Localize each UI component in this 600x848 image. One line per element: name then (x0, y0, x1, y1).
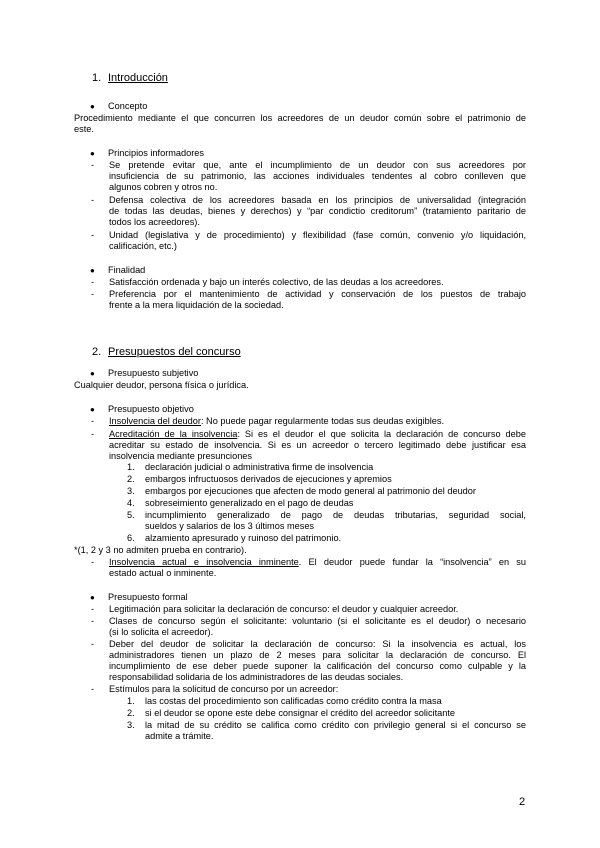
presuncion-number: 3. (127, 486, 135, 496)
bullet-icon: ● (90, 405, 95, 414)
principios-line: Unidad (legislativa y de procedimiento) y flexibilidad (fase común, convenio y/o liquidación, (109, 230, 526, 240)
presunciones-note: *(1, 2 y 3 no admiten prueba en contrario). (74, 545, 247, 555)
presuncion-text: sueldos y salarios de los 3 últimos meses (145, 521, 315, 531)
subjetivo-text: Cualquier deudor, persona física o jurídica. (74, 380, 249, 390)
presuncion-text: embargos infructuosos derivados de ejecuciones y apremios (145, 474, 392, 484)
formal-line: Deber del deudor de solicitar la declaración de concurso: Si la insolvencia es actual, los (109, 639, 526, 649)
dash-icon: - (91, 160, 95, 170)
formal-line: Legitimación para solicitar la declaración de concurso: el deudor y cualquier acreedor. (109, 604, 459, 614)
formal-line: responsabilidad solidaria de los administradores de las deudas sociales. (109, 672, 404, 682)
section-title: Introducción (108, 72, 168, 84)
objetivo-line: acreditar su estado de insolvencia. Si es un acreedor o tercero legitimado debe justificar esa (109, 440, 526, 450)
principios-line: insuficiencia de su patrimonio, las acciones individuales tendentes al cobro conlleven que (109, 171, 526, 181)
estimulo-text: si el deudor se opone este debe consignar el crédito del acreedor solicitante (145, 708, 456, 718)
principios-line: Defensa colectiva de los acreedores basada en los principios de universalidad (integración (109, 195, 526, 205)
bullet-icon: ● (90, 593, 95, 602)
principios-line: calificación, etc.) (109, 241, 177, 251)
presuncion-text: embargos por ejecuciones que afecten de modo general al patrimonio del deudor (145, 486, 476, 496)
bullet-icon: ● (90, 102, 95, 111)
dash-icon: - (91, 416, 95, 426)
estimulo-text: admite a trámite. (145, 731, 214, 741)
presuncion-number: 2. (127, 474, 135, 484)
subheading-formal: Presupuesto formal (108, 592, 188, 602)
presuncion-text: incumplimiento generalizado de pago de deudas tributarias, seguridad social, (145, 510, 526, 520)
principios-line: de todas las deudas, bienes y derechos) y “par condictio creditorum” (tratamiento paritario de (109, 206, 526, 216)
objetivo-item-1: Insolvencia del deudor: No puede pagar regularmente todas sus deudas exigibles. (109, 416, 445, 426)
dash-icon: - (91, 639, 95, 649)
finalidad-line: Satisfacción ordenada y bajo un interés colectivo, de las deudas a los acreedores. (109, 277, 444, 287)
objetivo-item-3: Insolvencia actual e insolvencia inminente. El deudor puede fundar la “insolvencia” en su (109, 557, 526, 567)
section-heading-introduccion: 1. Introducción (92, 72, 168, 84)
estimulo-number: 1. (127, 696, 135, 706)
subheading-concepto: Concepto (108, 101, 148, 111)
formal-line: (si lo solicita el acreedor). (109, 627, 214, 637)
estimulo-number: 2. (127, 708, 135, 718)
page-number: 2 (519, 796, 526, 808)
objetivo-item-2: Acreditación de la insolvencia: Si es el deudor el que solicita la declaración de concurso debe (109, 429, 526, 439)
bullet-icon: ● (90, 266, 95, 275)
finalidad-line: frente a la mera liquidación de la sociedad. (109, 300, 284, 310)
presuncion-number: 5. (127, 510, 135, 520)
objetivo-line: estado actual o inminente. (109, 568, 217, 578)
dash-icon: - (91, 604, 95, 614)
concepto-line: este. (74, 124, 94, 134)
finalidad-line: Preferencia por el mantenimiento de actividad y conservación de los puestos de trabajo (109, 289, 526, 299)
principios-line: Se pretende evitar que, ante el incumplimiento de un deudor con sus acreedores por (109, 160, 526, 170)
subheading-objetivo: Presupuesto objetivo (108, 404, 194, 414)
estimulo-text: las costas del procedimiento son calificadas como crédito contra la masa (145, 696, 442, 706)
bullet-icon: ● (90, 149, 95, 158)
subheading-finalidad: Finalidad (108, 265, 146, 275)
subheading-principios: Principios informadores (108, 148, 204, 158)
section-heading-presupuestos: 2. Presupuestos del concurso (92, 346, 241, 358)
concepto-line: Procedimiento mediante el que concurren los acreedores de un deudor común sobre el patrimonio de (74, 113, 526, 123)
presuncion-number: 1. (127, 462, 135, 472)
dash-icon: - (91, 289, 95, 299)
principios-line: todos los acreedores). (109, 217, 200, 227)
subheading-subjetivo: Presupuesto subjetivo (108, 368, 199, 378)
dash-icon: - (91, 616, 95, 626)
formal-line: administradores tienen un plazo de 2 meses para solicitar la declaración de concurso. El (109, 650, 526, 660)
dash-icon: - (91, 429, 95, 439)
principios-line: algunos cobren y otros no. (109, 182, 218, 192)
dash-icon: - (91, 557, 95, 567)
estimulo-text: la mitad de su crédito se califica como crédito con privilegio general si el concurso se (145, 720, 526, 730)
bullet-icon: ● (90, 369, 95, 378)
formal-line: Clases de concurso según el solicitante: voluntario (si el solicitante es el deudor) o necesario (109, 616, 526, 626)
presuncion-number: 4. (127, 498, 135, 508)
dash-icon: - (91, 277, 95, 287)
presuncion-number: 6. (127, 533, 135, 543)
objetivo-line: insolvencia mediante presunciones (109, 451, 253, 461)
formal-line: incumplimiento de ese deber puede suponer la calificación del concurso como culpable y la (109, 661, 526, 671)
presuncion-text: declaración judicial o administrativa firme de insolvencia (145, 462, 374, 472)
estimulo-number: 3. (127, 720, 135, 730)
dash-icon: - (91, 684, 95, 694)
presuncion-text: alzamiento apresurado y ruinoso del patrimonio. (145, 533, 342, 543)
formal-line: Estímulos para la solicitud de concurso por un acreedor: (109, 684, 339, 694)
dash-icon: - (91, 230, 95, 240)
dash-icon: - (91, 195, 95, 205)
section-title: Presupuestos del concurso (108, 346, 241, 358)
presuncion-text: sobreseimiento generalizado en el pago de deudas (145, 498, 354, 508)
